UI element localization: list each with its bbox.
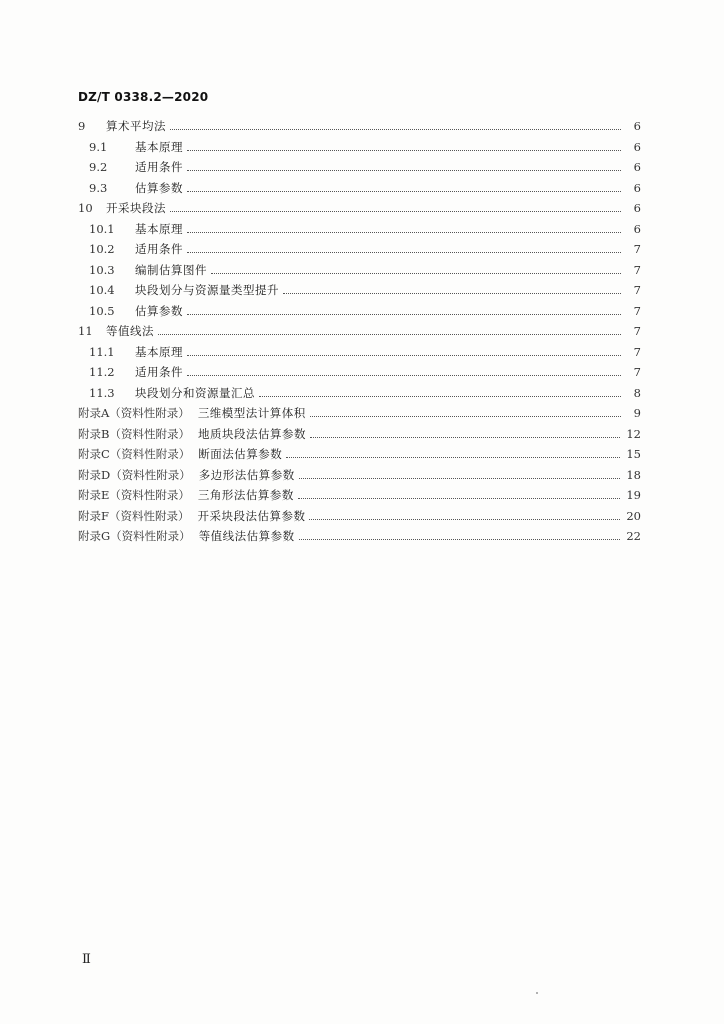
toc-entry-page: 20 — [626, 508, 641, 523]
toc-entry-title: 等值线法估算参数 — [198, 529, 295, 543]
dot-leader — [187, 374, 621, 376]
toc-entry[interactable] — [78, 424, 641, 445]
toc-entry-title: 开采块段法估算参数 — [197, 508, 306, 523]
toc-entry-title: 块段划分和资源量汇总 — [135, 385, 255, 400]
table-of-contents — [78, 116, 641, 547]
toc-entry-number: 10.4 — [89, 283, 115, 297]
toc-entry-title: 等值线法 — [106, 324, 154, 338]
dot-leader — [187, 169, 621, 171]
dot-leader — [259, 395, 621, 397]
dot-leader — [310, 436, 620, 438]
toc-entry-number: 9.1 — [89, 139, 108, 154]
toc-entry[interactable] — [78, 485, 641, 506]
page-number-roman: Ⅱ — [82, 952, 91, 967]
toc-entry[interactable] — [78, 301, 641, 322]
toc-entry-title: 编制估算图件 — [135, 262, 207, 277]
toc-entry-title: 适用条件 — [135, 365, 183, 379]
toc-entry-page: 7 — [633, 324, 641, 338]
toc-entry-title: 基本原理 — [135, 139, 183, 154]
dot-leader — [187, 231, 621, 233]
toc-entry-page: 18 — [626, 467, 641, 482]
dot-leader — [286, 456, 620, 458]
toc-entry-number: 11.2 — [89, 365, 115, 379]
toc-entry-number: 附录E（资料性附录） — [78, 488, 190, 502]
toc-entry-title: 基本原理 — [135, 221, 183, 236]
dot-leader — [187, 354, 621, 356]
toc-entry-title: 断面法估算参数 — [198, 447, 283, 461]
toc-entry-page: 6 — [633, 119, 641, 133]
toc-entry-title: 估算参数 — [135, 303, 183, 318]
toc-entry[interactable] — [78, 362, 641, 383]
toc-entry[interactable] — [78, 137, 641, 158]
dot-leader — [299, 477, 621, 479]
toc-entry-title: 三角形法估算参数 — [197, 488, 294, 502]
toc-entry[interactable] — [78, 260, 641, 281]
toc-entry-number: 附录D（资料性附录） — [78, 467, 191, 482]
toc-entry-number: 11.3 — [89, 385, 115, 400]
toc-entry[interactable] — [78, 280, 641, 301]
dot-leader — [299, 538, 621, 540]
toc-entry-page: 7 — [633, 262, 641, 277]
toc-entry-page: 7 — [633, 242, 641, 256]
toc-entry-number: 11.1 — [89, 344, 115, 359]
dot-leader — [310, 415, 621, 417]
dot-leader — [170, 210, 621, 212]
dot-leader — [309, 518, 620, 520]
toc-entry-number: 附录B（资料性附录） — [78, 426, 190, 441]
toc-entry-title: 算术平均法 — [106, 119, 166, 133]
scan-speck — [536, 992, 538, 994]
toc-entry[interactable] — [78, 444, 641, 465]
toc-entry-page: 6 — [633, 221, 641, 236]
toc-entry-page: 15 — [626, 447, 641, 461]
toc-entry-number: 附录A（资料性附录） — [78, 406, 190, 420]
dot-leader — [283, 292, 621, 294]
toc-entry-page: 12 — [626, 426, 641, 441]
toc-entry-page: 6 — [633, 139, 641, 154]
toc-entry-page: 22 — [626, 529, 641, 543]
toc-entry-page: 6 — [633, 160, 641, 174]
toc-entry[interactable] — [78, 178, 641, 199]
toc-entry-page: 19 — [626, 488, 641, 502]
toc-entry-title: 块段划分与资源量类型提升 — [135, 283, 279, 297]
toc-entry-page: 7 — [633, 365, 641, 379]
toc-entry-number: 10.3 — [89, 262, 115, 277]
toc-entry[interactable] — [78, 506, 641, 527]
toc-entry[interactable] — [78, 239, 641, 260]
toc-entry[interactable] — [78, 219, 641, 240]
dot-leader — [187, 313, 621, 315]
toc-entry-number: 10.1 — [89, 221, 115, 236]
dot-leader — [170, 128, 621, 130]
toc-entry-page: 7 — [633, 303, 641, 318]
toc-entry-number: 10 — [78, 201, 93, 215]
dot-leader — [187, 251, 621, 253]
toc-entry[interactable] — [78, 383, 641, 404]
toc-entry-page: 6 — [633, 180, 641, 195]
toc-entry-number: 9 — [78, 119, 86, 133]
toc-entry-title: 三维模型法计算体积 — [197, 406, 306, 420]
toc-entry-page: 8 — [633, 385, 641, 400]
dot-leader — [211, 272, 621, 274]
standard-code-header: DZ/T 0338.2—2020 — [78, 90, 209, 104]
toc-entry-number: 附录G（资料性附录） — [78, 529, 191, 543]
dot-leader — [187, 149, 621, 151]
toc-entry-number: 10.2 — [89, 242, 115, 256]
toc-entry-title: 多边形法估算参数 — [198, 467, 295, 482]
toc-entry[interactable] — [78, 116, 641, 137]
toc-entry[interactable] — [78, 321, 641, 342]
toc-entry-title: 地质块段法估算参数 — [197, 426, 306, 441]
toc-entry-number: 10.5 — [89, 303, 115, 318]
toc-entry-page: 6 — [633, 201, 641, 215]
toc-entry-number: 附录C（资料性附录） — [78, 447, 191, 461]
toc-entry[interactable] — [78, 198, 641, 219]
toc-entry-title: 基本原理 — [135, 344, 183, 359]
toc-entry[interactable] — [78, 526, 641, 547]
toc-entry[interactable] — [78, 342, 641, 363]
toc-entry[interactable] — [78, 157, 641, 178]
toc-entry-title: 估算参数 — [135, 180, 183, 195]
toc-entry-page: 9 — [633, 406, 641, 420]
dot-leader — [298, 497, 620, 499]
toc-entry-number: 9.2 — [89, 160, 108, 174]
toc-entry-number: 附录F（资料性附录） — [78, 508, 190, 523]
toc-entry[interactable] — [78, 403, 641, 424]
toc-entry-title: 适用条件 — [135, 160, 183, 174]
dot-leader — [158, 333, 621, 335]
toc-entry-page: 7 — [633, 283, 641, 297]
toc-entry-title: 适用条件 — [135, 242, 183, 256]
toc-entry-page: 7 — [633, 344, 641, 359]
toc-entry-number: 11 — [78, 324, 93, 338]
toc-entry[interactable] — [78, 465, 641, 486]
toc-entry-title: 开采块段法 — [106, 201, 166, 215]
toc-entry-number: 9.3 — [89, 180, 108, 195]
dot-leader — [187, 190, 621, 192]
